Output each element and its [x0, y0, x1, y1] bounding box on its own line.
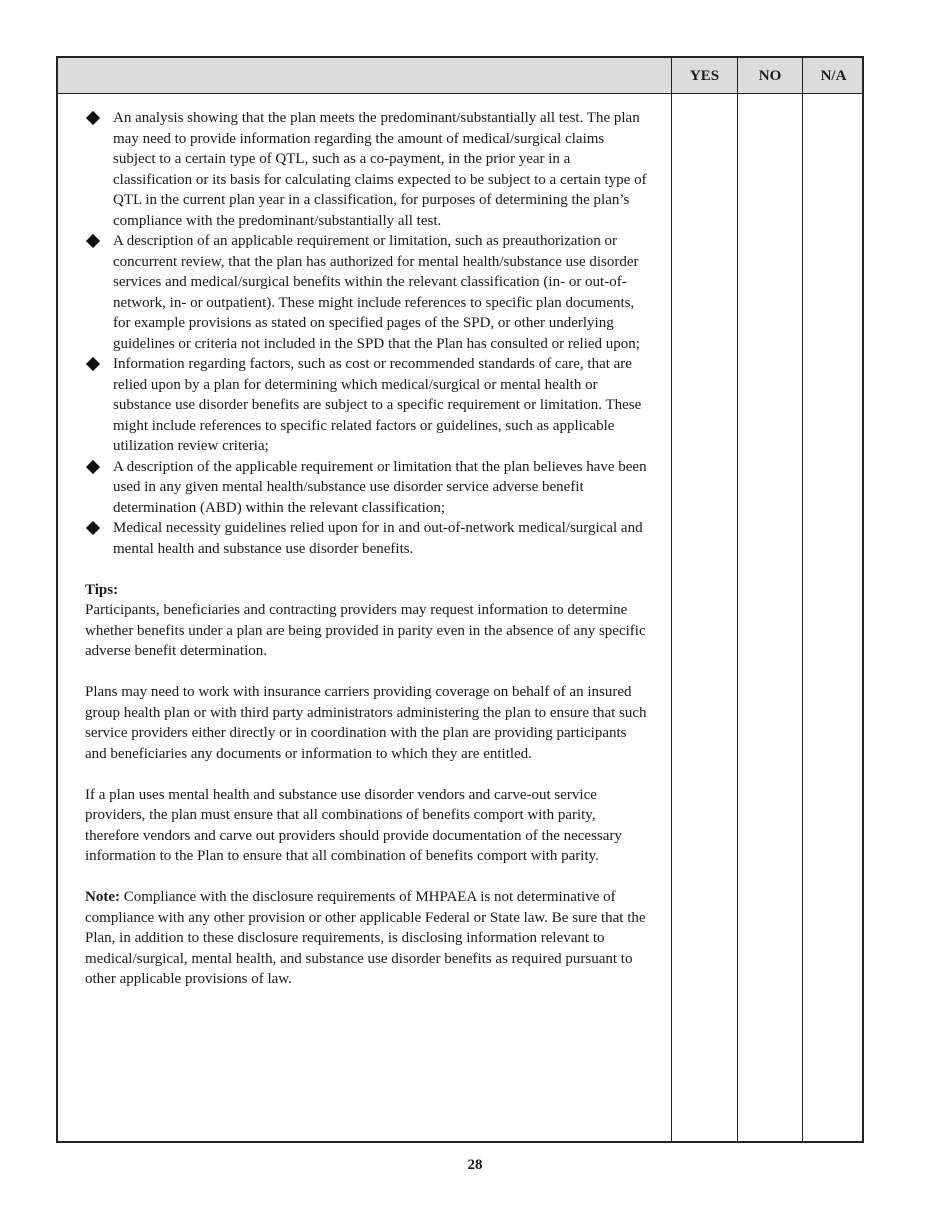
list-item: A description of the applicable requirement or limitation that the plan believes have been used in any given mental health/substance use disorder service adverse benefit determination (ABD) within the relevant classification;: [85, 457, 650, 519]
diamond-bullet-icon: [86, 357, 100, 371]
header-yes: YES: [689, 68, 720, 84]
list-item: Information regarding factors, such as cost or recommended standards of care, that are relied upon by a plan for determining which medical/surgical or mental health or substance use disorder benefits are subject to a specific requirement or limitation. These might include references to specific related factors or guidelines, such as applicable utilization review criteria;: [85, 354, 650, 457]
note-paragraph: [85, 887, 650, 990]
tips-paragraph: If a plan uses mental health and substance use disorder vendors and carve-out service providers, the plan must ensure that all combinations of benefits comport with parity, therefore vendors and carve out providers should provide documentation of the necessary information to the Plan to ensure that all combination of benefits comport with parity.: [85, 786, 622, 864]
table-header-row: [58, 58, 862, 94]
tips-heading: Tips:: [85, 581, 119, 598]
header-no: NO: [758, 68, 782, 84]
tips-paragraph: Participants, beneficiaries and contracting providers may request information to determine whether benefits under a plan are being provided in parity even in the absence of any specific adverse benefit determination.: [85, 602, 646, 659]
diamond-bullet-icon: [86, 111, 100, 125]
diamond-bullet-icon: [86, 459, 100, 473]
description-cell: [85, 108, 650, 990]
column-divider: [671, 58, 672, 1141]
checklist-table: [56, 56, 864, 1143]
diamond-bullet-icon: [86, 234, 100, 248]
page-number: 28: [467, 1157, 483, 1173]
header-description: [58, 58, 671, 94]
column-divider: [802, 58, 803, 1141]
diamond-bullet-icon: [86, 521, 100, 535]
header-na: N/A: [820, 68, 847, 84]
list-item: A description of an applicable requirement or limitation, such as preauthorization or concurrent review, that the plan has authorized for mental health/substance use disorder services and medical/surgical benefits within the relevant classification (in- or out-of-network, in- or outpatient). These might include references to specific plan documents, for example provisions as stated on specified pages of the SPD, or other underlying guidelines or criteria not included in the SPD that the Plan has consulted or relied upon;: [85, 231, 650, 354]
note-text: Compliance with the disclosure requirements of MHPAEA is not determinative of compliance with any other provision or other applicable Federal or State law. Be sure that the Plan, in addition to these disclosure requirements, is disclosing information relevant to medical/surgical, mental health, and substance use disorder benefits as required pursuant to other applicable provisions of law.: [85, 889, 646, 987]
list-item: An analysis showing that the plan meets the predominant/substantially all test. The plan may need to provide information regarding the amount of medical/surgical claims subject to a certain type of QTL, such as a co-payment, in the prior year in a classification or its basis for calculating claims expected to be subject to a certain type of QTL in the current plan year in a classification, for purposes of determining the plan’s compliance with the predominant/substantially all test.: [85, 108, 650, 231]
tips-paragraph: Plans may need to work with insurance carriers providing coverage on behalf of an insured group health plan or with third party administrators administering the plan to ensure that such service providers either directly or in coordination with the plan are providing participants and beneficiaries any documents or information to which they are entitled.: [85, 684, 647, 762]
list-item: Medical necessity guidelines relied upon for in and out-of-network medical/surgical and mental health and substance use disorder benefits.: [85, 518, 650, 559]
note-label: Note:: [85, 889, 120, 905]
column-divider: [737, 58, 738, 1141]
